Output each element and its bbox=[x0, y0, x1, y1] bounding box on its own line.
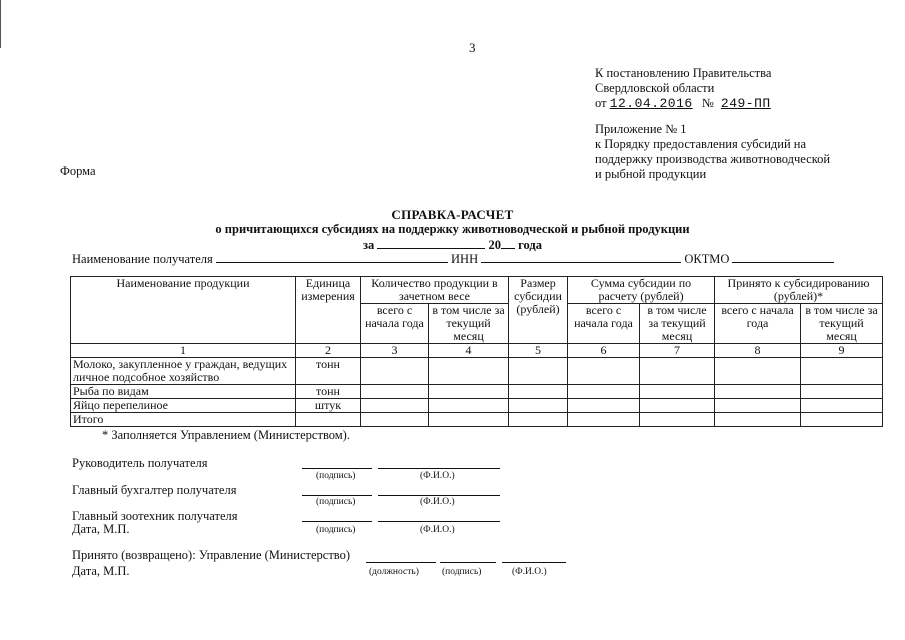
oktmo-label: ОКТМО bbox=[684, 252, 730, 266]
accepted-label: Принято (возвращено): Управление (Министерство) bbox=[72, 548, 351, 562]
row-cell[interactable] bbox=[801, 399, 883, 413]
row-cell[interactable] bbox=[568, 399, 640, 413]
row-cell[interactable] bbox=[640, 399, 715, 413]
zootech-label: Главный зоотехник получателя bbox=[72, 509, 238, 523]
scan-edge-mark bbox=[0, 0, 1, 48]
row-cell[interactable] bbox=[429, 399, 509, 413]
row-product: Итого bbox=[71, 413, 296, 427]
head-sign-line[interactable] bbox=[302, 468, 372, 469]
row-cell[interactable] bbox=[509, 358, 568, 385]
head-label: Руководитель получателя bbox=[72, 456, 208, 470]
zootech-fio-line[interactable] bbox=[378, 521, 500, 522]
row-cell[interactable] bbox=[429, 358, 509, 385]
appendix-reference bbox=[595, 122, 830, 182]
row-cell[interactable] bbox=[429, 385, 509, 399]
document-title: СПРАВКА-РАСЧЕТ bbox=[391, 207, 514, 222]
header-calc-sum: Сумма субсидии по расчету (рублей) bbox=[568, 277, 715, 304]
table-row-total bbox=[71, 413, 883, 427]
resolution-number: 249-ПП bbox=[720, 96, 771, 111]
row-unit: тонн bbox=[296, 385, 361, 399]
row-cell[interactable] bbox=[715, 413, 801, 427]
col-number: 7 bbox=[640, 344, 715, 358]
sub-total-3: всего с начала года bbox=[361, 304, 429, 344]
accountant-fio-line[interactable] bbox=[378, 495, 500, 496]
cap-position: (должность) bbox=[369, 567, 419, 577]
recipient-row bbox=[72, 251, 834, 267]
column-numbers-row bbox=[71, 344, 883, 358]
row-product: Рыба по видам bbox=[71, 385, 296, 399]
table-row bbox=[71, 385, 883, 399]
col-number: 6 bbox=[568, 344, 640, 358]
col-number: 4 bbox=[429, 344, 509, 358]
period-line: за 20 года bbox=[363, 238, 542, 252]
sub-total-6: всего с начала года bbox=[568, 304, 640, 344]
resolution-line-1: К постановлению Правительства bbox=[595, 66, 772, 80]
recipient-name-blank[interactable] bbox=[216, 251, 448, 263]
appendix-line-1: Приложение № 1 bbox=[595, 122, 687, 136]
cap-sign: (подпись) bbox=[442, 567, 482, 577]
row-cell[interactable] bbox=[715, 358, 801, 385]
inn-label: ИНН bbox=[451, 252, 479, 266]
appendix-line-2: к Порядку предоставления субсидий на bbox=[595, 137, 807, 151]
header-unit: Единица измерения bbox=[296, 277, 361, 344]
appendix-line-3: поддержку производства животноводческой bbox=[595, 152, 831, 166]
resolution-line-2: Свердловской области bbox=[595, 81, 715, 95]
period-blank[interactable] bbox=[377, 237, 485, 249]
cap-fio: (Ф.И.О.) bbox=[420, 471, 455, 481]
accepted-position-line[interactable] bbox=[366, 562, 436, 563]
accountant-label: Главный бухгалтер получателя bbox=[72, 483, 237, 497]
header-row-1 bbox=[71, 277, 883, 304]
header-rate: Размер субсидии (рублей) bbox=[509, 277, 568, 344]
cap-sign: (подпись) bbox=[316, 497, 356, 507]
accepted-sign-line[interactable] bbox=[440, 562, 496, 563]
cap-fio: (Ф.И.О.) bbox=[512, 567, 547, 577]
head-fio-line[interactable] bbox=[378, 468, 500, 469]
form-label: Форма bbox=[60, 164, 96, 178]
row-cell[interactable] bbox=[361, 358, 429, 385]
row-product: Молоко, закупленное у граждан, ведущих личное подсобное хозяйство bbox=[71, 358, 296, 385]
col-number: 8 bbox=[715, 344, 801, 358]
cap-fio: (Ф.И.О.) bbox=[420, 497, 455, 507]
accepted-fio-line[interactable] bbox=[502, 562, 566, 563]
date-mp-label: Дата, М.П. bbox=[72, 522, 130, 536]
footnote: * Заполняется Управлением (Министерством). bbox=[102, 428, 350, 442]
page-number: 3 bbox=[469, 40, 476, 55]
table-row bbox=[71, 358, 883, 385]
row-cell[interactable] bbox=[568, 385, 640, 399]
row-unit bbox=[296, 413, 361, 427]
oktmo-blank[interactable] bbox=[732, 251, 834, 263]
col-number: 9 bbox=[801, 344, 883, 358]
row-cell[interactable] bbox=[640, 358, 715, 385]
accountant-sign-line[interactable] bbox=[302, 495, 372, 496]
row-cell[interactable] bbox=[801, 385, 883, 399]
resolution-date: 12.04.2016 bbox=[609, 96, 693, 111]
year-blank[interactable] bbox=[501, 237, 515, 249]
row-cell[interactable] bbox=[568, 358, 640, 385]
row-cell[interactable] bbox=[801, 358, 883, 385]
document-subtitle: о причитающихся субсидиях на поддержку животноводческой и рыбной продукции bbox=[215, 222, 690, 236]
resolution-reference bbox=[595, 66, 771, 111]
row-cell[interactable] bbox=[640, 385, 715, 399]
row-cell[interactable] bbox=[715, 399, 801, 413]
cap-fio: (Ф.И.О.) bbox=[420, 525, 455, 535]
col-number: 1 bbox=[71, 344, 296, 358]
row-cell[interactable] bbox=[509, 399, 568, 413]
cap-sign: (подпись) bbox=[316, 471, 356, 481]
row-unit: тонн bbox=[296, 358, 361, 385]
row-cell[interactable] bbox=[640, 413, 715, 427]
resolution-date-line: от 12.04.2016 № 249-ПП bbox=[595, 96, 771, 111]
row-cell[interactable] bbox=[509, 385, 568, 399]
recipient-name-label: Наименование получателя bbox=[72, 252, 213, 266]
table-row bbox=[71, 399, 883, 413]
col-number: 3 bbox=[361, 344, 429, 358]
row-cell[interactable] bbox=[429, 413, 509, 427]
inn-blank[interactable] bbox=[481, 251, 681, 263]
header-quantity: Количество продукции в зачетном весе bbox=[361, 277, 509, 304]
col-number: 5 bbox=[509, 344, 568, 358]
row-cell[interactable] bbox=[715, 385, 801, 399]
row-product: Яйцо перепелиное bbox=[71, 399, 296, 413]
row-cell[interactable] bbox=[361, 399, 429, 413]
sub-month-7: в том числе за текущий месяц bbox=[640, 304, 715, 344]
cap-sign: (подпись) bbox=[316, 525, 356, 535]
row-cell[interactable] bbox=[361, 413, 429, 427]
row-unit: штук bbox=[296, 399, 361, 413]
sub-total-8: всего с начала года bbox=[715, 304, 801, 344]
row-cell[interactable] bbox=[509, 413, 568, 427]
subsidy-table bbox=[70, 276, 883, 427]
header-accepted: Принято к субсидированию (рублей)* bbox=[715, 277, 883, 304]
sub-month-4: в том числе за текущий месяц bbox=[429, 304, 509, 344]
row-cell[interactable] bbox=[568, 413, 640, 427]
row-cell[interactable] bbox=[361, 385, 429, 399]
col-number: 2 bbox=[296, 344, 361, 358]
date-mp-label-2: Дата, М.П. bbox=[72, 564, 130, 578]
header-product: Наименование продукции bbox=[71, 277, 296, 344]
zootech-sign-line[interactable] bbox=[302, 521, 372, 522]
sub-month-9: в том числе за текущий месяц bbox=[801, 304, 883, 344]
row-cell[interactable] bbox=[801, 413, 883, 427]
appendix-line-4: и рыбной продукции bbox=[595, 167, 707, 181]
